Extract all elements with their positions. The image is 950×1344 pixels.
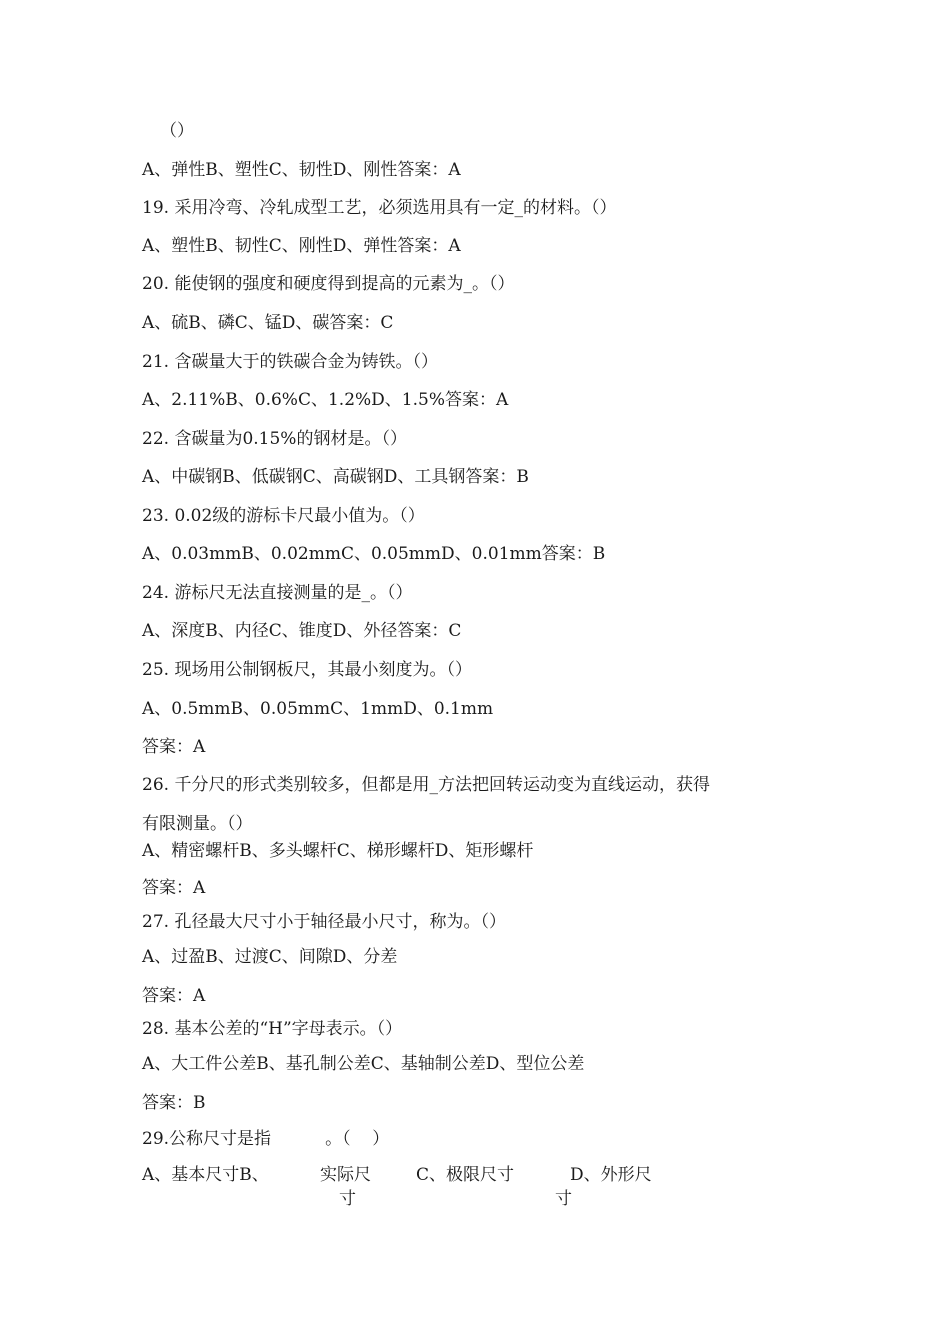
option-d: D、外形尺 xyxy=(570,1165,652,1185)
options-line: A、中碳钢B、低碳钢C、高碳钢D、工具钢答案：B xyxy=(142,467,529,487)
question-25: 25. 现场用公制钢板尺，其最小刻度为。（） xyxy=(142,660,472,680)
option-b-text: 实际尺 xyxy=(320,1165,371,1185)
answer-blank: （） xyxy=(160,121,194,141)
question-28: 28. 基本公差的“H”字母表示。（） xyxy=(142,1019,403,1039)
option-d-tail: 寸 xyxy=(555,1189,572,1209)
question-27: 27. 孔径最大尺寸小于轴径最小尺寸，称为。（） xyxy=(142,912,506,932)
options-line: A、硫B、磷C、锰D、碳答案：C xyxy=(142,313,394,333)
question-26: 26. 千分尺的形式类别较多，但都是用_方法把回转运动变为直线运动，获得 xyxy=(142,775,710,795)
option-c: C、极限尺寸 xyxy=(416,1165,515,1185)
option-b-tail: 寸 xyxy=(339,1189,356,1209)
options-line: A、精密螺杆B、多头螺杆C、梯形螺杆D、矩形螺杆 xyxy=(142,841,534,861)
question-19: 19. 采用冷弯、冷轧成型工艺，必须选用具有一定_的材料。（） xyxy=(142,198,617,218)
options-line: A、深度B、内径C、锥度D、外径答案：C xyxy=(142,621,462,641)
options-line: A、0.03mmB、0.02mmC、0.05mmD、0.01mm答案：B xyxy=(142,544,606,564)
answer-line: 答案：A xyxy=(142,878,206,898)
option-a-b: A、基本尺寸B、 xyxy=(142,1165,269,1185)
question-21: 21. 含碳量大于的铁碳合金为铸铁。（） xyxy=(142,352,438,372)
answer-line: 答案：A xyxy=(142,986,206,1006)
options-line: A、大工件公差B、基孔制公差C、基轴制公差D、型位公差 xyxy=(142,1054,585,1074)
question-23: 23. 0.02级的游标卡尺最小值为。（） xyxy=(142,506,425,526)
question-22: 22. 含碳量为0.15%的钢材是。（） xyxy=(142,429,407,449)
options-line: A、0.5mmB、0.05mmC、1mmD、0.1mm xyxy=(142,699,494,719)
question-24: 24. 游标尺无法直接测量的是_。（） xyxy=(142,583,413,603)
options-line: A、2.11%B、0.6%C、1.2%D、1.5%答案：A xyxy=(142,390,509,410)
question-26-cont: 有限测量。（） xyxy=(142,814,253,834)
question-20: 20. 能使钢的强度和硬度得到提高的元素为_。（） xyxy=(142,274,515,294)
question-29: 29.公称尺寸是指 。（ ） xyxy=(142,1129,390,1149)
options-line: A、过盈B、过渡C、间隙D、分差 xyxy=(142,947,398,967)
answer-line: 答案：B xyxy=(142,1093,206,1113)
answer-line: 答案：A xyxy=(142,737,206,757)
options-line: A、塑性B、韧性C、刚性D、弹性答案：A xyxy=(142,236,461,256)
options-line: A、弹性B、塑性C、韧性D、刚性答案：A xyxy=(142,160,461,180)
